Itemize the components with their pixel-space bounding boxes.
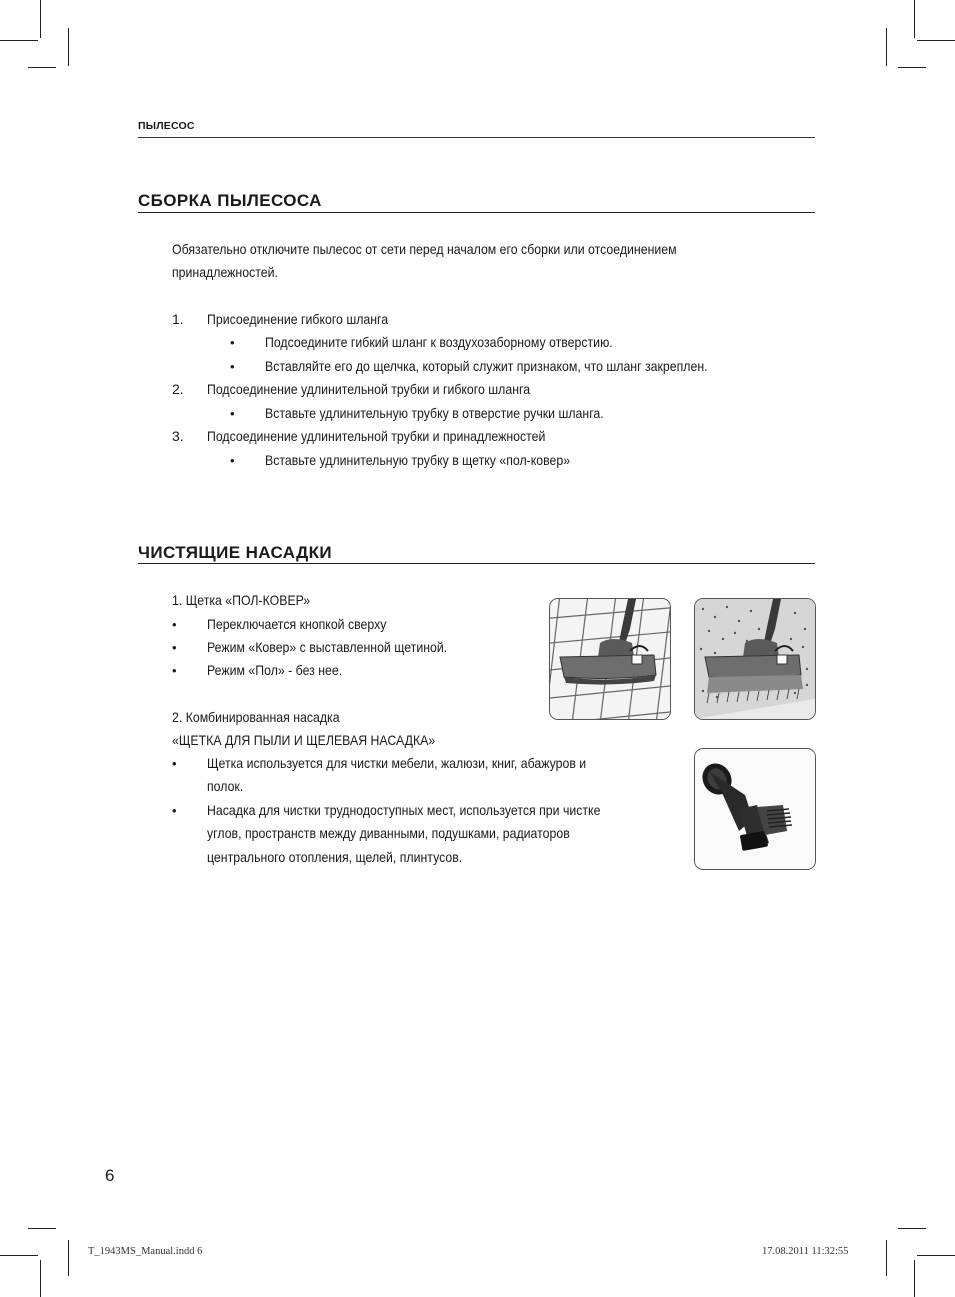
crop-mark: [914, 0, 915, 38]
item-bullet: Щетка используется для чистки мебели, жалюзи, книг, абажуров и: [207, 755, 587, 771]
crop-mark: [68, 1240, 69, 1276]
bullet-icon: •: [172, 803, 177, 818]
step-title: Подсоединение удлинительной трубки и принадлежностей: [207, 428, 546, 444]
intro-text: Обязательно отключите пылесос от сети перед началом его сборки или отсоединением: [172, 241, 677, 257]
bullet-icon: •: [230, 359, 235, 374]
step-number: 2.: [172, 381, 184, 397]
item-bullet: Режим «Ковер» с выставленной щетиной.: [207, 639, 448, 655]
step-number: 3.: [172, 428, 184, 444]
item-title: «ЩЕТКА ДЛЯ ПЫЛИ И ЩЕЛЕВАЯ НАСАДКА»: [172, 732, 436, 748]
crop-mark: [914, 1260, 915, 1297]
crop-mark: [886, 28, 887, 66]
crop-mark: [28, 67, 56, 68]
bullet-icon: •: [172, 756, 177, 771]
crop-mark: [898, 67, 926, 68]
item-title: 2. Комбинированная насадка: [172, 709, 340, 725]
step-bullet: Вставляйте его до щелчка, который служит признаком, что шланг закреплен.: [265, 358, 708, 374]
crop-mark: [68, 28, 69, 66]
slug-datetime: 17.08.2011 11:32:55: [762, 1246, 849, 1257]
item-bullet: Переключается кнопкой сверху: [207, 616, 387, 632]
bullet-icon: •: [172, 617, 177, 632]
crop-mark: [917, 1255, 955, 1256]
crop-mark: [28, 1228, 56, 1229]
section-rule: [138, 212, 815, 213]
crop-mark: [0, 1255, 38, 1256]
step-title: Присоединение гибкого шланга: [207, 311, 389, 327]
combination-nozzle-illustration: [694, 748, 816, 870]
intro-text: принадлежностей.: [172, 264, 278, 280]
page-number: 6: [105, 1166, 115, 1185]
item-bullet: Насадка для чистки труднодоступных мест, используется при чистке: [207, 802, 601, 818]
crop-mark: [917, 40, 955, 41]
bullet-icon: •: [172, 640, 177, 655]
crop-mark: [40, 1260, 41, 1297]
item-bullet-cont: углов, пространств между диванными, подушками, радиаторов: [207, 825, 570, 841]
step-bullet: Подсоедините гибкий шланг к воздухозаборному отверстию.: [265, 334, 613, 350]
item-title: 1. Щетка «ПОЛ-КОВЕР»: [172, 592, 311, 608]
section-title-assembly: СБОРКА ПЫЛЕСОСА: [138, 191, 322, 210]
step-title: Подсоединение удлинительной трубки и гибкого шланга: [207, 381, 531, 397]
floor-brush-tile-illustration: [549, 598, 671, 720]
step-bullet: Вставьте удлинительную трубку в щетку «пол-ковер»: [265, 452, 571, 468]
crop-mark: [0, 40, 38, 41]
item-bullet-cont: полок.: [207, 778, 244, 794]
crop-mark: [886, 1240, 887, 1276]
step-number: 1.: [172, 311, 184, 327]
step-bullet: Вставьте удлинительную трубку в отверстие ручки шланга.: [265, 405, 604, 421]
carpet-brush-illustration: [694, 598, 816, 720]
item-bullet-cont: центрального отопления, щелей, плинтусов.: [207, 849, 463, 865]
item-bullet: Режим «Пол» - без нее.: [207, 662, 343, 678]
bullet-icon: •: [230, 453, 235, 468]
crop-mark: [40, 0, 41, 38]
bullet-icon: •: [230, 406, 235, 421]
bullet-icon: •: [172, 663, 177, 678]
bullet-icon: •: [230, 335, 235, 350]
section-title-attachments: ЧИСТЯЩИЕ НАСАДКИ: [138, 543, 332, 562]
section-rule: [138, 563, 815, 564]
crop-mark: [898, 1228, 926, 1229]
slug-filename: T_1943MS_Manual.indd 6: [88, 1246, 203, 1257]
running-head: ПЫЛЕСОС: [138, 120, 195, 132]
header-rule: [138, 137, 815, 138]
